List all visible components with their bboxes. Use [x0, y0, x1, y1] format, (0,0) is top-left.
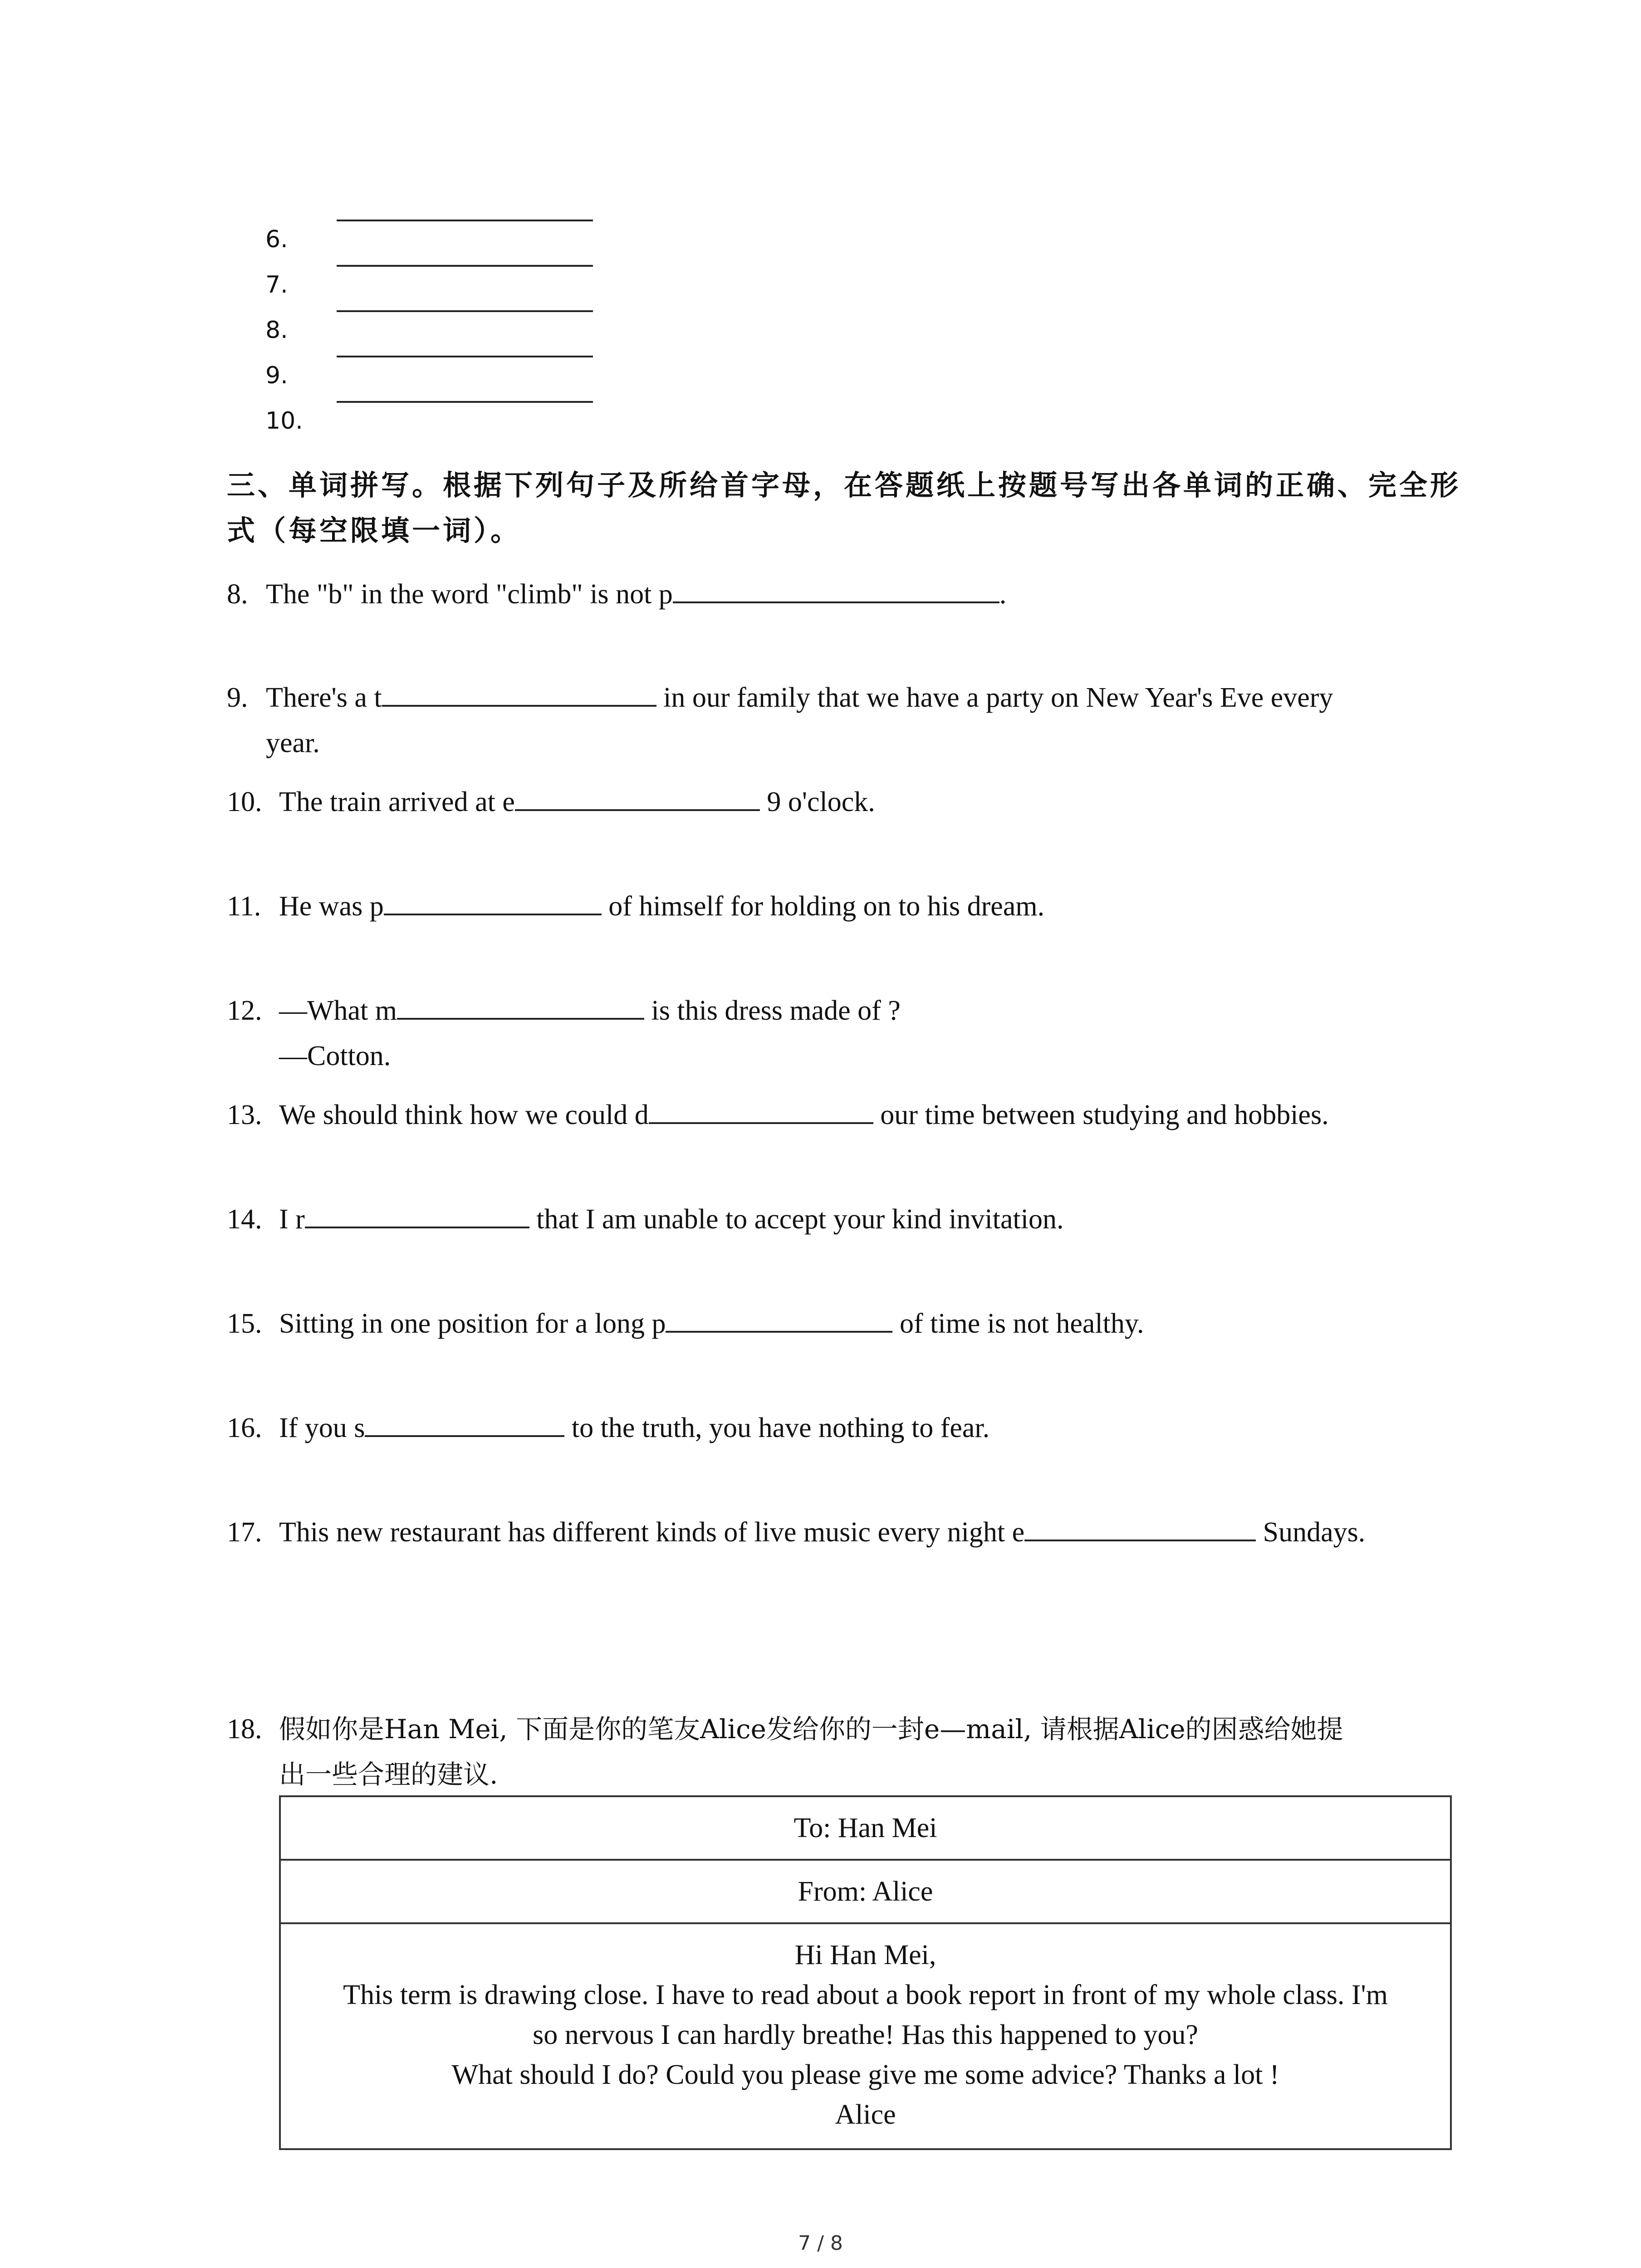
- question-text: that I am unable to accept your kind invitation.: [529, 1204, 1064, 1235]
- page-number: 7 / 8: [798, 2232, 843, 2255]
- question-text: We should think how we could d: [279, 1100, 649, 1130]
- question-text: 出一些合理的建议.: [279, 1759, 498, 1790]
- question-text: —Cotton.: [279, 1041, 391, 1071]
- question-text: The train arrived at e: [279, 787, 515, 817]
- answer-number: 7.: [265, 271, 288, 298]
- answer-number: 9.: [265, 362, 288, 389]
- email-to: To: Han Mei: [281, 1797, 1450, 1861]
- question-text: I r: [279, 1204, 305, 1235]
- answer-line: [337, 220, 593, 221]
- question-number: 13.: [227, 1100, 262, 1130]
- answer-line: [337, 310, 593, 312]
- question-text: The "b" in the word "climb" is not p: [266, 579, 673, 610]
- question-text: .: [999, 579, 1007, 610]
- email-greeting: Hi Han Mei,: [794, 1940, 936, 1970]
- email-table: [279, 1795, 1452, 2150]
- question-number: 15.: [227, 1308, 262, 1339]
- answer-blank[interactable]: [666, 1302, 892, 1333]
- question-text: Sundays.: [1256, 1517, 1366, 1548]
- answer-blank[interactable]: [384, 885, 602, 915]
- question-number: 9.: [227, 682, 248, 713]
- question-text: This new restaurant has different kinds of live music every night e: [279, 1517, 1025, 1548]
- email-body-line: so nervous I can hardly breathe! Has this happened to you?: [533, 2019, 1198, 2050]
- question-text: to the truth, you have nothing to fear.: [564, 1413, 990, 1443]
- question-text: year.: [266, 728, 320, 758]
- question-text: our time between studying and hobbies.: [873, 1100, 1329, 1130]
- answer-number: 6.: [265, 226, 288, 253]
- question-number: 11.: [227, 891, 261, 922]
- question-text: If you s: [279, 1413, 365, 1443]
- answer-blank[interactable]: [515, 780, 760, 811]
- section-heading: [227, 463, 1474, 553]
- question-text: —What m: [279, 995, 397, 1026]
- answer-number: 10.: [265, 407, 303, 435]
- answer-blank[interactable]: [649, 1093, 873, 1124]
- section-heading-line: 三、单词拼写。根据下列句子及所给首字母，在答题纸上按题号写出各单词的正确、完全形: [227, 469, 1461, 502]
- question-text: 假如你是Han Mei, 下面是你的笔友Alice发给你的一封e—mail, 请根据Alice的困惑给她提: [279, 1714, 1343, 1745]
- answer-blank[interactable]: [673, 572, 999, 603]
- question-number: 12.: [227, 995, 262, 1026]
- section-heading-line: 式（每空限填一词）。: [227, 514, 522, 547]
- answer-blank[interactable]: [1024, 1510, 1256, 1541]
- email-from: From: Alice: [281, 1861, 1450, 1924]
- answer-number: 8.: [265, 317, 288, 344]
- question-text: He was p: [279, 891, 384, 922]
- question-text: There's a t: [266, 682, 382, 713]
- answer-line: [337, 265, 593, 267]
- question-number: 16.: [227, 1413, 262, 1443]
- email-body-line: What should I do? Could you please give me some advice? Thanks a lot !: [451, 2059, 1279, 2090]
- answer-line: [337, 401, 593, 403]
- question-number: 18.: [227, 1714, 262, 1745]
- question-text: is this dress made of ?: [644, 995, 901, 1026]
- question-text: in our family that we have a party on New Year's Eve every: [656, 682, 1333, 713]
- answer-blank[interactable]: [365, 1406, 564, 1437]
- question-number: 14.: [227, 1204, 262, 1235]
- question-number: 10.: [227, 787, 262, 817]
- email-signature: Alice: [835, 2099, 896, 2130]
- question-text: of himself for holding on to his dream.: [601, 891, 1045, 922]
- question-text: 9 o'clock.: [759, 787, 875, 817]
- answer-blank[interactable]: [305, 1198, 529, 1228]
- email-body: [281, 1924, 1450, 2148]
- answer-line: [337, 356, 593, 357]
- question-number: 8.: [227, 579, 248, 610]
- email-body-line: This term is drawing close. I have to read about a book report in front of my whole class. I'm: [343, 1980, 1388, 2010]
- question-text: of time is not healthy.: [892, 1308, 1144, 1339]
- answer-blank[interactable]: [382, 676, 656, 707]
- question-text: Sitting in one position for a long p: [279, 1308, 666, 1339]
- answer-blank[interactable]: [397, 989, 644, 1020]
- question-number: 17.: [227, 1517, 262, 1548]
